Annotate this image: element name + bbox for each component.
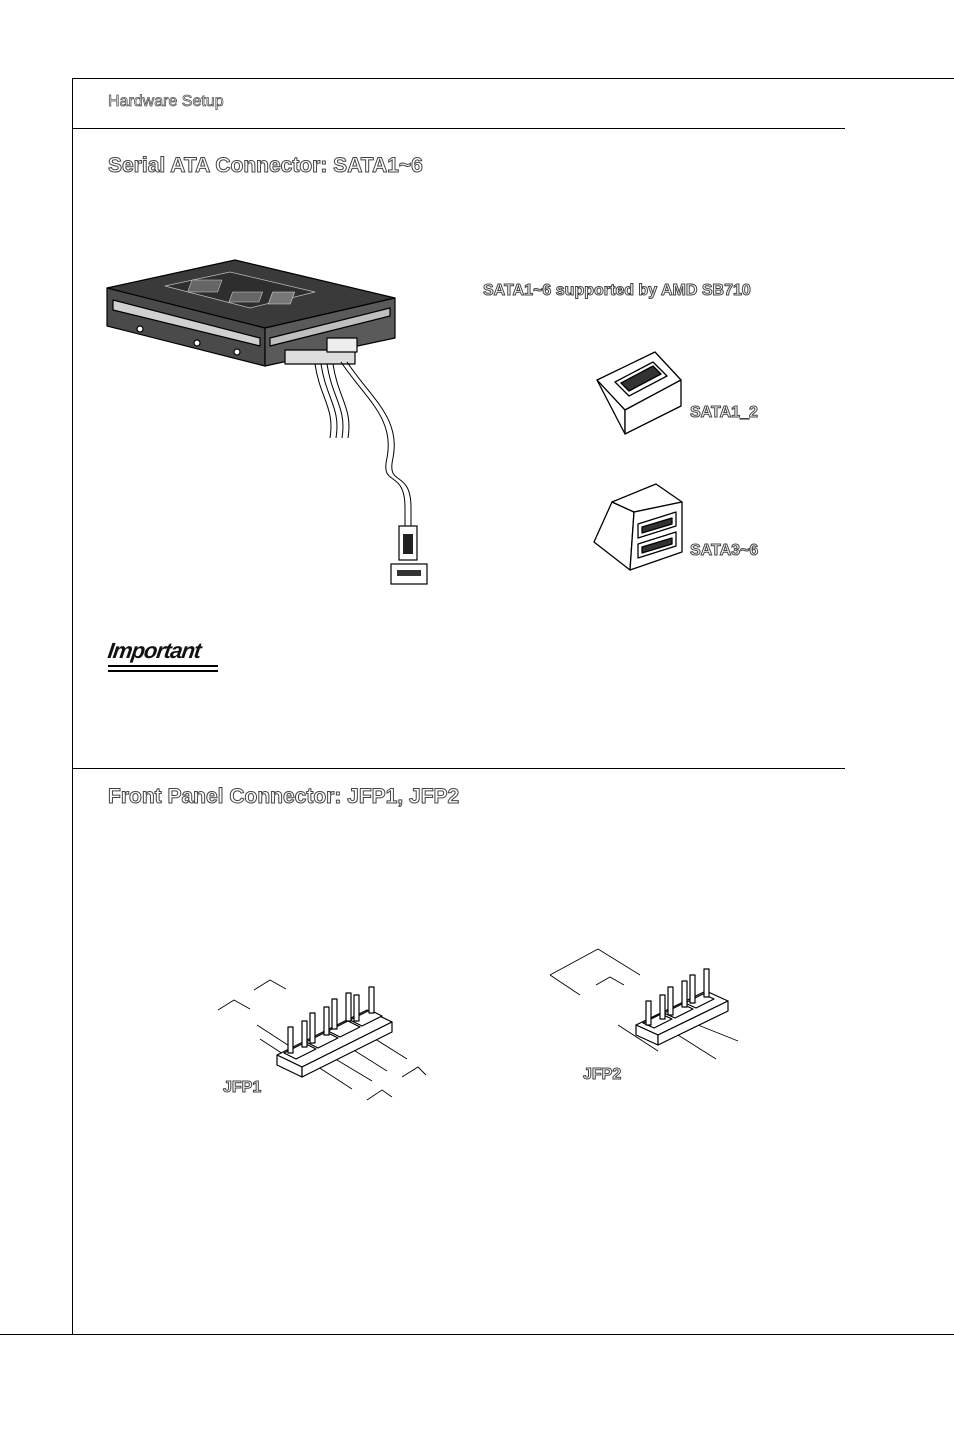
page-frame-bottom [0, 1334, 954, 1335]
sata1-2-connector-icon [595, 350, 685, 436]
jfp2-label: JFP2 [583, 1066, 622, 1083]
front-panel-title: Front Panel Connector: JFP1, JFP2 [108, 785, 460, 808]
page-frame-top [72, 78, 954, 79]
important-underline-1 [108, 665, 218, 667]
sata3-6-connector-icon [590, 482, 686, 572]
jfp2-pin-header-icon [548, 945, 748, 1075]
sata1-2-label: SATA1_2 [690, 404, 758, 421]
sata-title: Serial ATA Connector: SATA1~6 [108, 154, 423, 177]
jfp1-label: JFP1 [223, 1079, 262, 1096]
page-frame-left [72, 78, 73, 1334]
important-heading: Important [106, 638, 203, 663]
front-panel-divider [72, 768, 845, 769]
section-header: Hardware Setup [108, 93, 224, 110]
hard-drive-illustration [105, 258, 445, 588]
header-divider [72, 128, 845, 129]
sata-supported-label: SATA1~6 supported by AMD SB710 [483, 282, 751, 299]
important-underline-2 [108, 670, 218, 672]
sata3-6-label: SATA3~6 [690, 542, 759, 559]
